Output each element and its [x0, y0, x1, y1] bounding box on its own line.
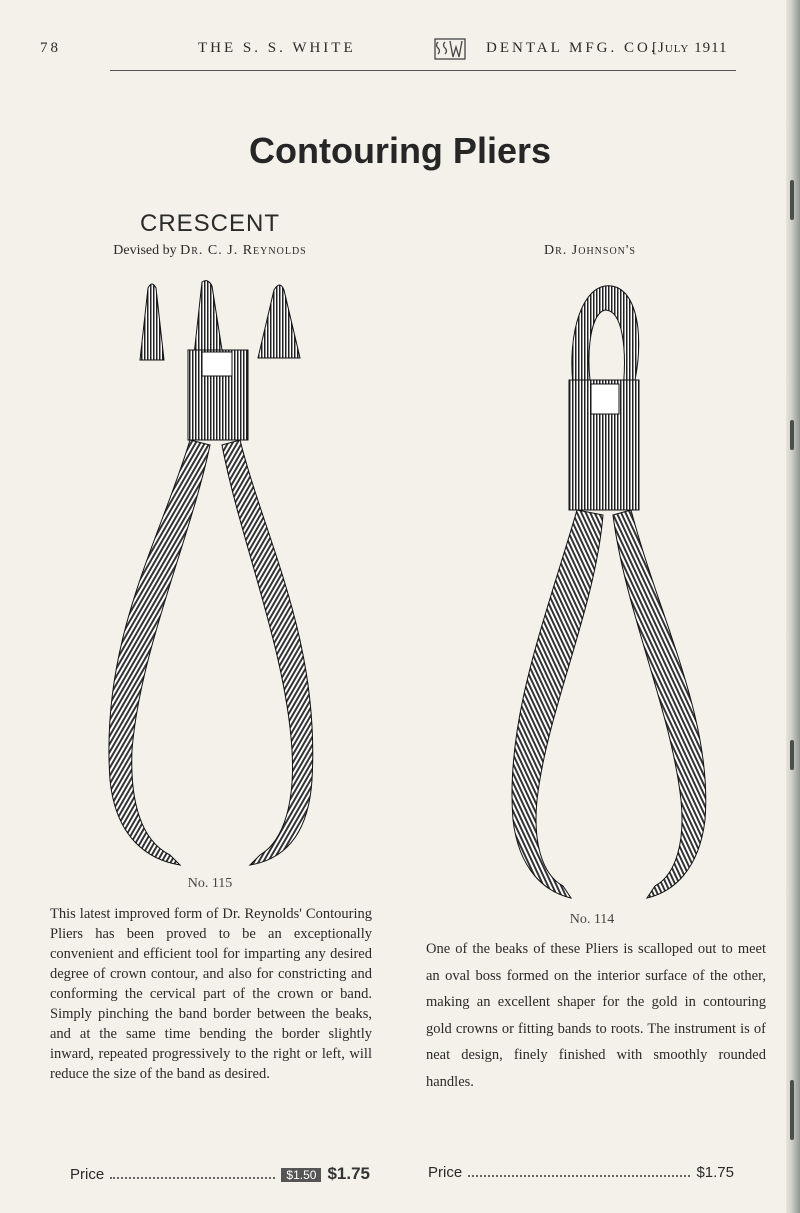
- running-header: [40, 36, 766, 64]
- price-leader-dots: [468, 1175, 690, 1177]
- page-edge: [786, 0, 800, 1213]
- new-price: $1.75: [327, 1164, 370, 1183]
- page-title: Contouring Pliers: [248, 130, 551, 171]
- price-leader-dots: [110, 1177, 275, 1179]
- johnson-heading: Dr. Johnson's: [544, 243, 636, 258]
- ssw-monogram-icon: [434, 38, 466, 60]
- devised-name: Dr. C. J. Reynolds: [180, 243, 307, 258]
- crescent-heading: CRESCENT: [139, 210, 280, 237]
- issue-date: [July 1911: [652, 40, 728, 56]
- price-label: Price: [428, 1164, 463, 1181]
- price-value: $1.75: [696, 1164, 734, 1181]
- caption-no-115: No. 115: [187, 876, 233, 891]
- page-number: 78: [40, 40, 61, 56]
- devised-prefix: Devised by: [113, 243, 177, 258]
- johnson-price-line: [428, 1164, 734, 1181]
- johnson-pliers-illustration: [485, 280, 725, 900]
- old-price-struck: $1.50: [281, 1168, 321, 1182]
- company-name-right: DENTAL MFG. CO.: [486, 40, 658, 56]
- crescent-pliers-illustration: [90, 280, 330, 870]
- price-label: Price: [70, 1166, 105, 1183]
- johnson-description: One of the beaks of these Pliers is scalloped out to meet an oval boss formed on the interior surface of the other, making an excellent shaper for the gold in contouring gold crowns or fitting bands to roots. The instrument is of neat design, finely finished with smoothly rounded handles.: [426, 941, 766, 1090]
- header-rule: [110, 70, 736, 71]
- crescent-price-line: [70, 1164, 370, 1184]
- company-name-left: THE S. S. WHITE: [198, 40, 356, 56]
- crescent-description: This latest improved form of Dr. Reynolds' Contouring Pliers has been proved to be an exceptionally convenient and efficient tool for imparting any desired degree of crown contour, and also for constricting and conforming the cervical part of the crown or band. Simply pinching the band border between the beaks, and at the same time bending the border slightly inward, repeated progressively to the right or left, will reduce the size of the band as desired.: [50, 906, 372, 1082]
- caption-no-114: No. 114: [569, 912, 615, 927]
- devised-by-line: [40, 243, 380, 259]
